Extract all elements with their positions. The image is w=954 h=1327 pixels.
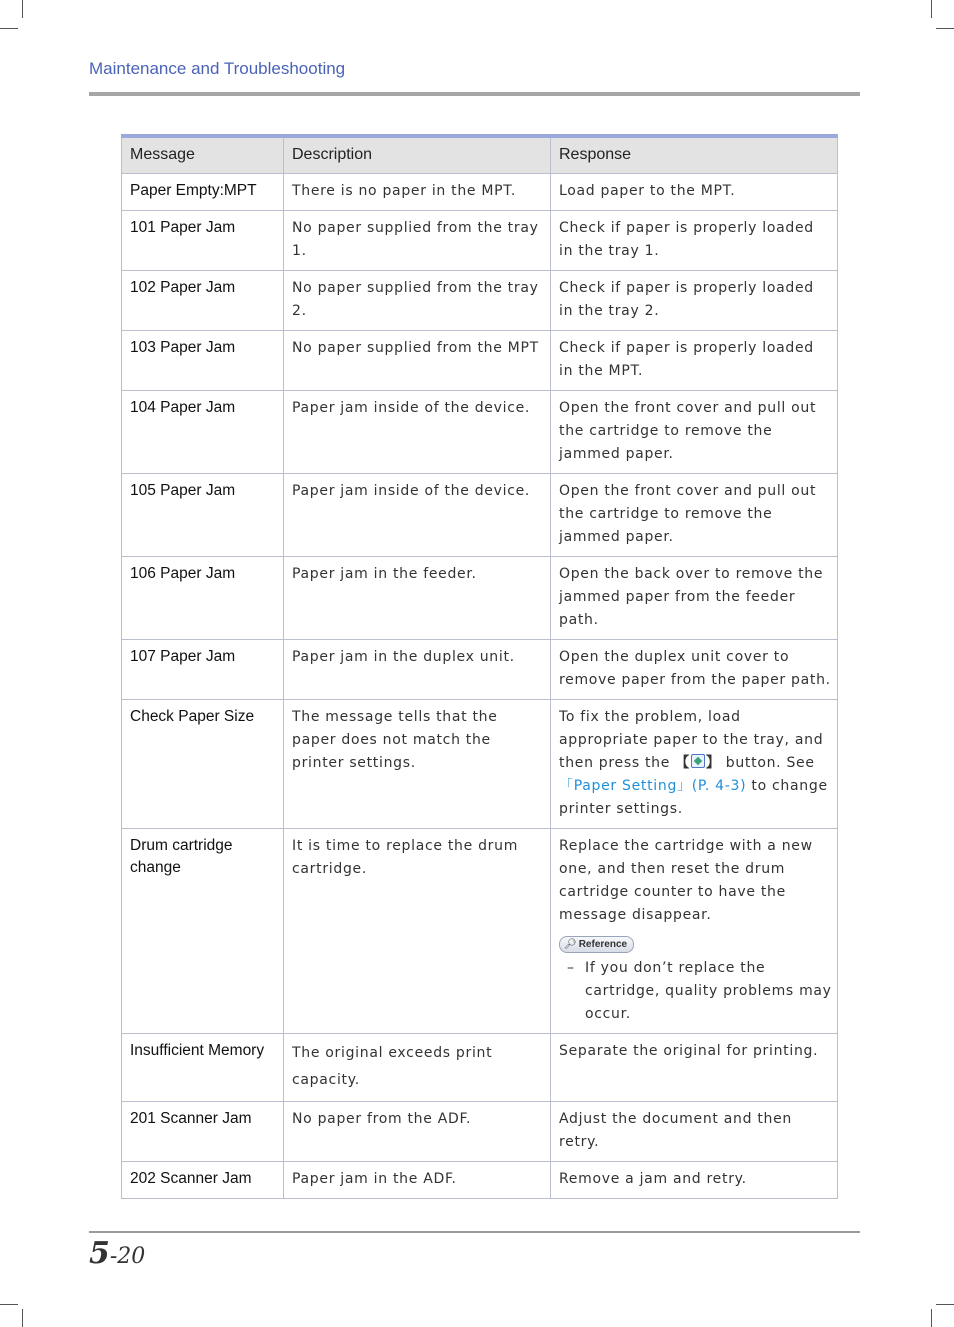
message-cell: 105 Paper Jam bbox=[122, 474, 284, 557]
description-cell: The message tells that the paper does not match the printer settings. bbox=[284, 700, 551, 829]
page-header-title: Maintenance and Troubleshooting bbox=[89, 59, 346, 78]
crop-mark bbox=[0, 28, 18, 29]
table-row bbox=[122, 640, 838, 700]
description-cell: No paper supplied from the tray 2. bbox=[284, 271, 551, 331]
reference-label: Reference bbox=[578, 939, 628, 950]
column-header-description: Description bbox=[284, 136, 551, 174]
response-cell: Open the back over to remove the jammed paper from the feeder path. bbox=[551, 557, 838, 640]
table-row bbox=[122, 557, 838, 640]
note-text: If you don’t replace the cartridge, quality problems may occur. bbox=[585, 960, 832, 1022]
table-row bbox=[122, 391, 838, 474]
message-cell: Insufficient Memory bbox=[122, 1034, 284, 1102]
table-row bbox=[122, 211, 838, 271]
crop-mark bbox=[22, 0, 23, 18]
table-row bbox=[122, 331, 838, 391]
magnifier-icon: 🔎︎ bbox=[564, 939, 577, 950]
table-row-drum bbox=[122, 829, 838, 1034]
response-text: button. See bbox=[720, 755, 815, 771]
crop-mark bbox=[936, 28, 954, 29]
description-cell: No paper supplied from the MPT bbox=[284, 331, 551, 391]
response-cell: Open the front cover and pull out the cartridge to remove the jammed paper. bbox=[551, 474, 838, 557]
paper-setting-link[interactable]: 「Paper Setting」(P. 4-3) bbox=[559, 778, 747, 794]
crop-mark bbox=[931, 1309, 932, 1327]
key-bracket-close: 】 bbox=[705, 755, 721, 771]
description-cell: Paper jam inside of the device. bbox=[284, 474, 551, 557]
message-cell: 101 Paper Jam bbox=[122, 211, 284, 271]
response-cell: Check if paper is properly loaded in the tray 2. bbox=[551, 271, 838, 331]
description-cell: No paper supplied from the tray 1. bbox=[284, 211, 551, 271]
page-suffix: -20 bbox=[109, 1244, 146, 1269]
response-cell bbox=[551, 829, 838, 1034]
response-cell: Check if paper is properly loaded in the MPT. bbox=[551, 331, 838, 391]
ok-key-icon bbox=[691, 754, 705, 768]
column-header-response: Response bbox=[551, 136, 838, 174]
description-cell: It is time to replace the drum cartridge. bbox=[284, 829, 551, 1034]
message-cell: Paper Empty:MPT bbox=[122, 174, 284, 211]
description-cell: Paper jam inside of the device. bbox=[284, 391, 551, 474]
description-cell: No paper from the ADF. bbox=[284, 1102, 551, 1162]
reference-badge bbox=[559, 936, 634, 953]
response-cell: Check if paper is properly loaded in the tray 1. bbox=[551, 211, 838, 271]
crop-mark bbox=[936, 1304, 954, 1305]
message-cell: 106 Paper Jam bbox=[122, 557, 284, 640]
table-row bbox=[122, 1034, 838, 1102]
table-row bbox=[122, 174, 838, 211]
description-cell: Paper jam in the ADF. bbox=[284, 1162, 551, 1199]
response-text: to change printer settings. bbox=[559, 778, 828, 817]
description-cell: There is no paper in the MPT. bbox=[284, 174, 551, 211]
chapter-number: 5 bbox=[89, 1236, 110, 1271]
footer-rule bbox=[89, 1231, 860, 1233]
table-row bbox=[122, 1162, 838, 1199]
table-row bbox=[122, 474, 838, 557]
response-cell: Load paper to the MPT. bbox=[551, 174, 838, 211]
response-cell: Open the front cover and pull out the cartridge to remove the jammed paper. bbox=[551, 391, 838, 474]
response-cell: Separate the original for printing. bbox=[551, 1034, 838, 1102]
description-cell: Paper jam in the feeder. bbox=[284, 557, 551, 640]
column-header-message: Message bbox=[122, 136, 284, 174]
message-cell: 103 Paper Jam bbox=[122, 331, 284, 391]
table-row-check-paper-size bbox=[122, 700, 838, 829]
header-rule bbox=[89, 92, 860, 96]
crop-mark bbox=[22, 1309, 23, 1327]
response-cell: Adjust the document and then retry. bbox=[551, 1102, 838, 1162]
message-cell: Check Paper Size bbox=[122, 700, 284, 829]
message-cell: 201 Scanner Jam bbox=[122, 1102, 284, 1162]
description-cell: The original exceeds print capacity. bbox=[284, 1034, 551, 1102]
response-cell: Open the duplex unit cover to remove paper from the paper path. bbox=[551, 640, 838, 700]
description-cell: Paper jam in the duplex unit. bbox=[284, 640, 551, 700]
note-dash: – bbox=[567, 960, 575, 976]
table-row bbox=[122, 271, 838, 331]
message-cell: 202 Scanner Jam bbox=[122, 1162, 284, 1199]
page-number bbox=[89, 1236, 145, 1271]
crop-mark bbox=[931, 0, 932, 18]
message-cell: 104 Paper Jam bbox=[122, 391, 284, 474]
table-header-row bbox=[122, 136, 838, 174]
message-cell: 102 Paper Jam bbox=[122, 271, 284, 331]
reference-note bbox=[559, 957, 833, 1026]
response-cell bbox=[551, 700, 838, 829]
response-cell: Remove a jam and retry. bbox=[551, 1162, 838, 1199]
messages-table bbox=[121, 134, 838, 1199]
table-row bbox=[122, 1102, 838, 1162]
response-text: Replace the cartridge with a new one, and then reset the drum cartridge counter to have the message disappear. bbox=[559, 838, 813, 923]
message-cell: 107 Paper Jam bbox=[122, 640, 284, 700]
message-cell: Drum cartridge change bbox=[122, 829, 284, 1034]
key-bracket-open: 【 bbox=[675, 755, 690, 771]
response-text: To fix the problem, load appropriate paper to the tray, and then press the bbox=[559, 709, 824, 771]
crop-mark bbox=[0, 1304, 18, 1305]
